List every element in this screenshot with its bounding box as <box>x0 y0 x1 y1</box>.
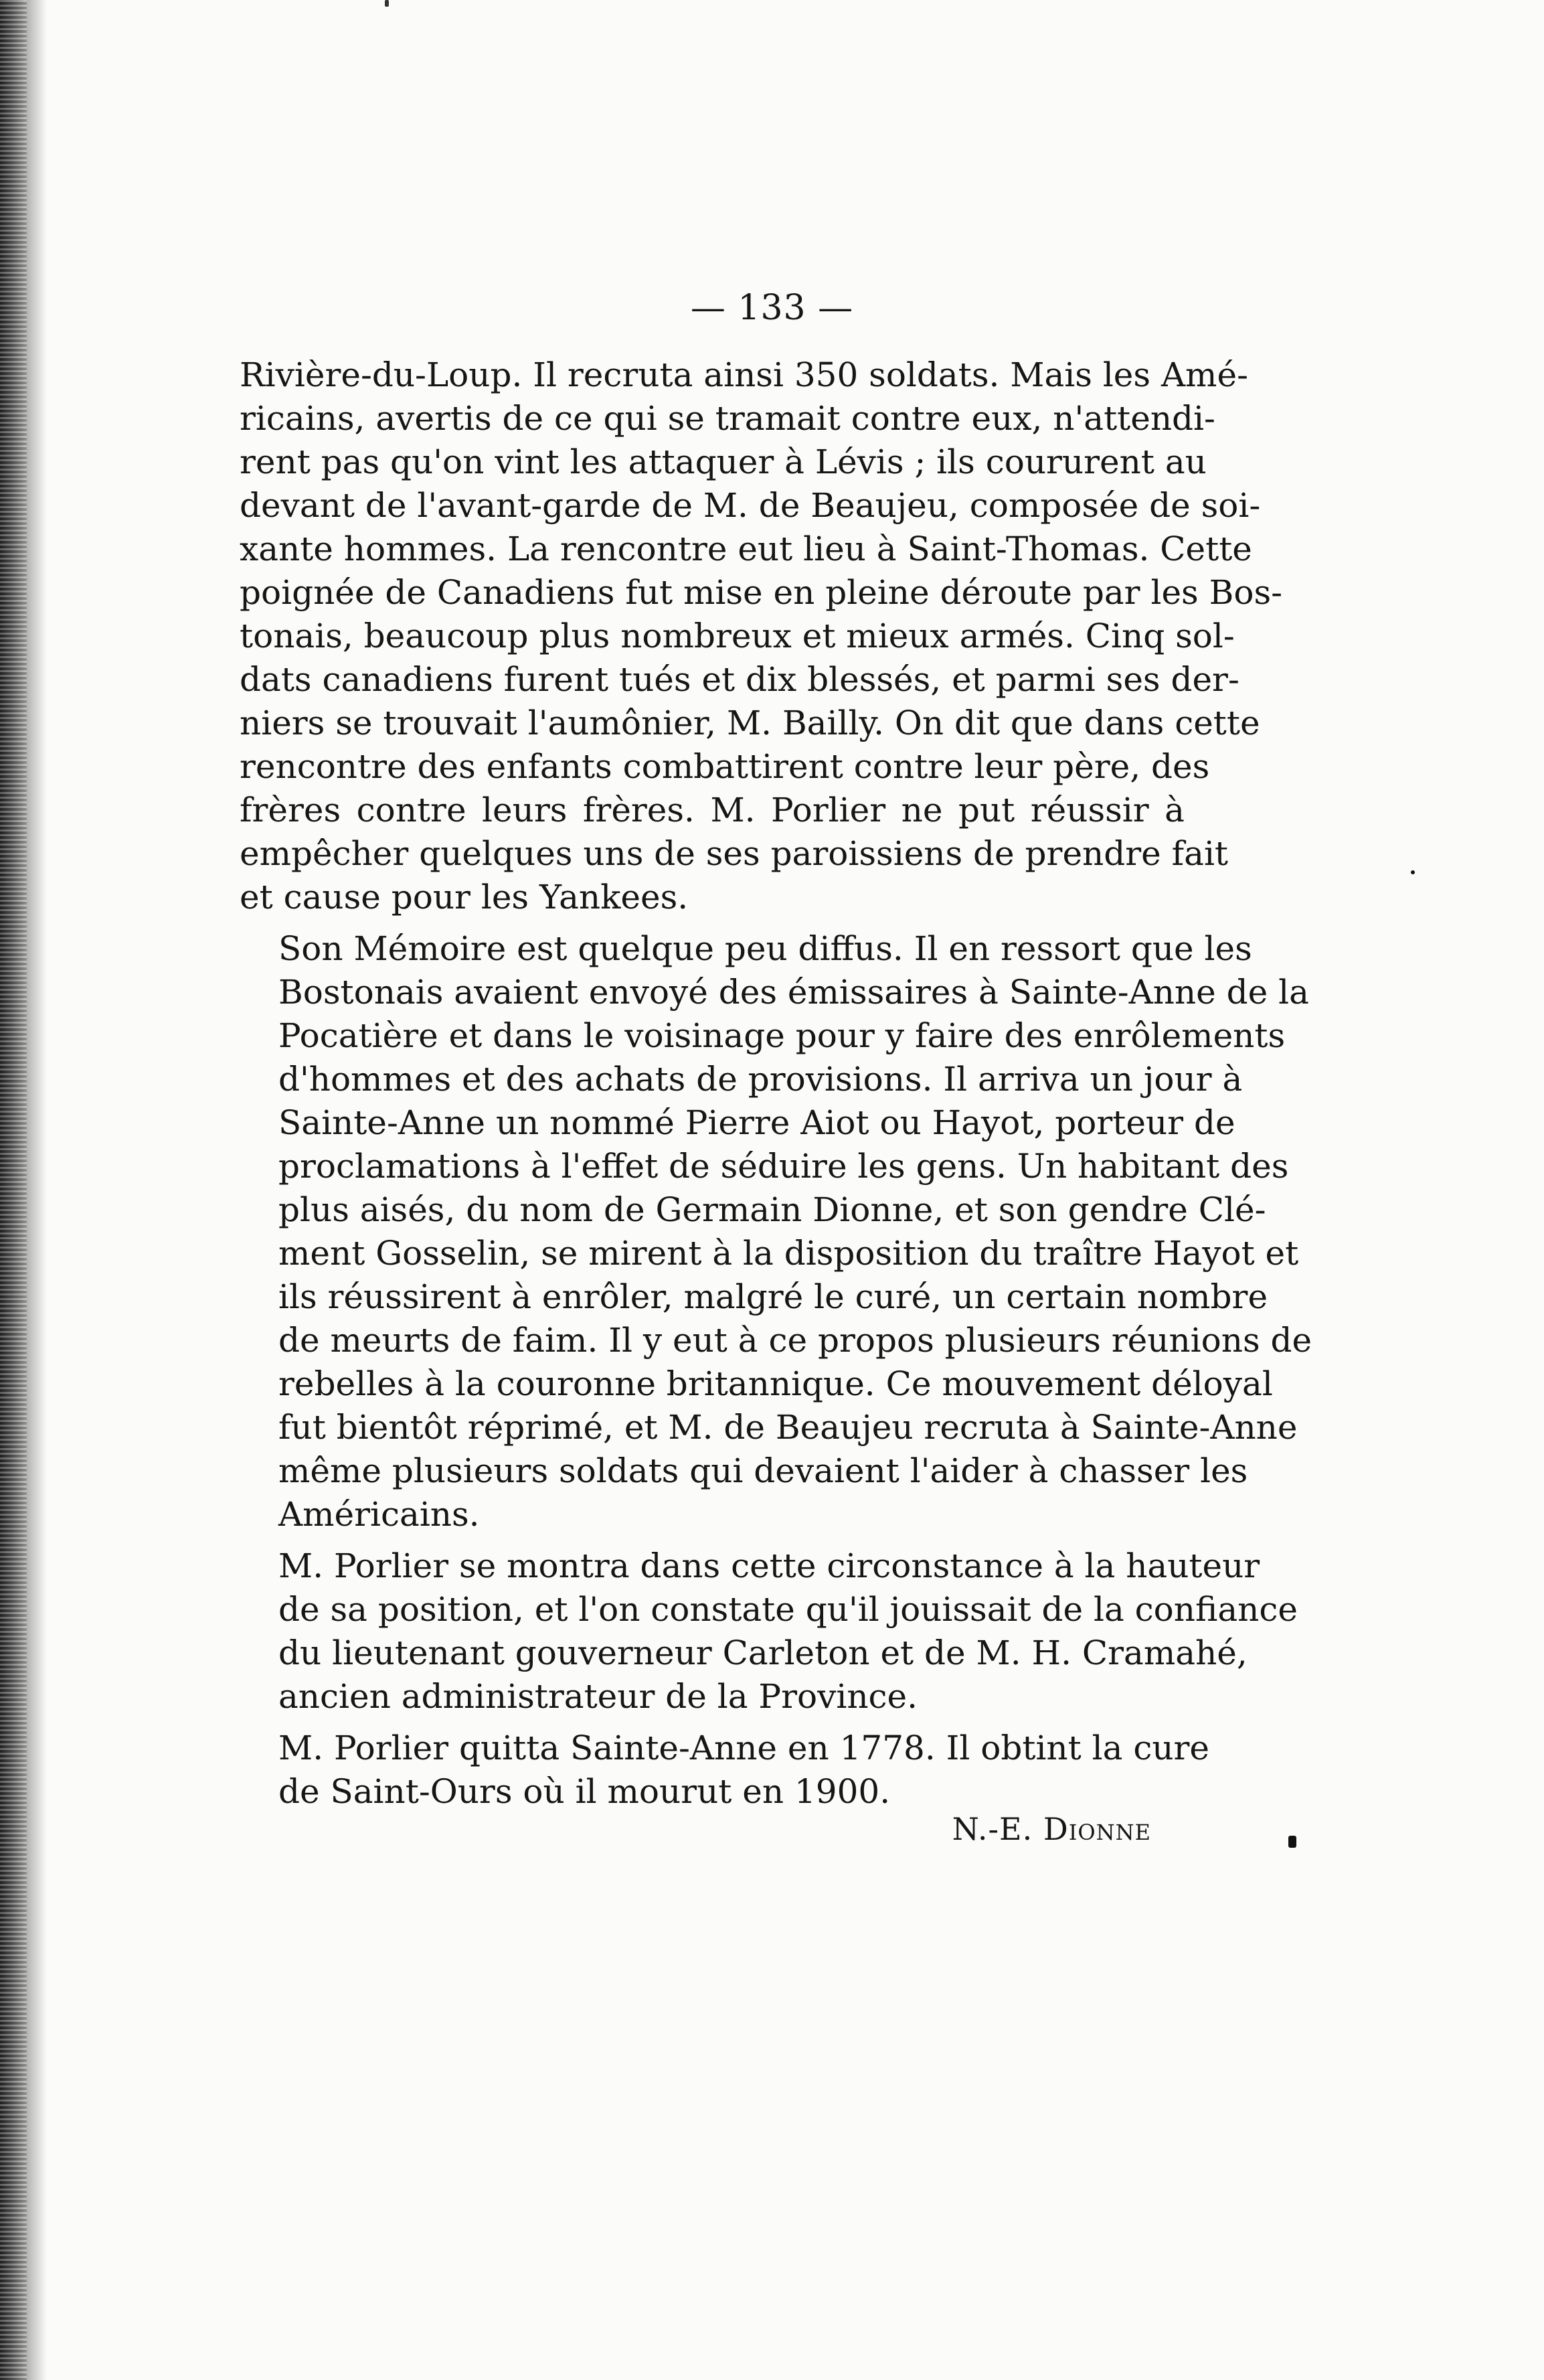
text-line: et cause pour les Yankees. <box>240 878 689 917</box>
text-line: Bostonais avaient envoyé des émissaires à Sainte-Anne de la <box>278 973 1309 1012</box>
text-line: fut bientôt réprimé, et M. de Beaujeu recruta à Sainte-Anne <box>278 1408 1298 1447</box>
text-line: proclamations à l'effet de séduire les gens. Un habitant des <box>278 1147 1289 1186</box>
body-text <box>240 353 1312 1822</box>
author-initials: N.-E. <box>952 1811 1043 1847</box>
text-line: frères contre leurs frères. M. Porlier ne put réussir à <box>240 791 1185 829</box>
text-line: dats canadiens furent tués et dix blessés, et parmi ses der- <box>240 660 1239 699</box>
paragraph-1 <box>240 353 1283 919</box>
text-line: poignée de Canadiens fut mise en pleine déroute par les Bos- <box>240 573 1283 612</box>
text-line: ment Gosselin, se mirent à la disposition du traître Hayot et <box>278 1234 1299 1273</box>
text-line: d'hommes et des achats de provisions. Il arriva un jour à <box>278 1060 1243 1099</box>
text-line: rent pas qu'on vint les attaquer à Lévis ; ils coururent au <box>240 443 1207 481</box>
text-line: Son Mémoire est quelque peu diffus. Il en ressort que les <box>278 929 1252 968</box>
scan-mark <box>385 0 389 7</box>
text-line: du lieutenant gouverneur Carleton et de M. H. Cramahé, <box>278 1634 1248 1672</box>
paragraph-2 <box>240 927 1312 1536</box>
text-line: devant de l'avant-garde de M. de Beaujeu, composée de soi- <box>240 486 1261 525</box>
text-line: M. Porlier se montra dans cette circonstance à la hauteur <box>278 1546 1260 1585</box>
text-line: xante hommes. La rencontre eut lieu à Saint-Thomas. Cette <box>240 530 1252 568</box>
text-line: Rivière-du-Loup. Il recruta ainsi 350 soldats. Mais les Amé- <box>240 355 1248 394</box>
text-line: de meurts de faim. Il y eut à ce propos plusieurs réunions de <box>278 1321 1312 1360</box>
text-line: rencontre des enfants combattirent contre leur père, des <box>240 747 1210 786</box>
text-line: Américains. <box>278 1495 480 1534</box>
text-line: niers se trouvait l'aumônier, M. Bailly. On dit que dans cette <box>240 704 1260 742</box>
text-line: de Saint-Ours où il mourut en 1900. <box>278 1772 891 1811</box>
text-line: plus aisés, du nom de Germain Dionne, et son gendre Clé- <box>278 1190 1266 1229</box>
ink-blot <box>1288 1836 1296 1848</box>
text-line: rebelles à la couronne britannique. Ce mouvement déloyal <box>278 1364 1273 1403</box>
ink-speck <box>1411 870 1415 874</box>
text-line: même plusieurs soldats qui devaient l'aider à chasser les <box>278 1451 1248 1490</box>
text-line: ils réussirent à enrôler, malgré le curé, un certain nombre <box>278 1277 1268 1316</box>
page-number: — 133 — <box>690 288 854 328</box>
text-line: Sainte-Anne un nommé Pierre Aiot ou Hayot, porteur de <box>278 1103 1235 1142</box>
paragraph-3 <box>240 1544 1298 1719</box>
author-signature <box>669 1809 1151 1849</box>
text-line: M. Porlier quitta Sainte-Anne en 1778. Il obtint la cure <box>278 1729 1210 1767</box>
paragraph-4 <box>240 1727 1210 1814</box>
text-line: ancien administrateur de la Province. <box>278 1677 918 1716</box>
text-line: ricains, avertis de ce qui se tramait contre eux, n'attendi- <box>240 399 1215 438</box>
text-line: Pocatière et dans le voisinage pour y faire des enrôlements <box>278 1016 1286 1055</box>
scanned-page-edge-texture <box>0 0 27 2380</box>
author-surname: Dionne <box>1043 1811 1151 1847</box>
text-line: tonais, beaucoup plus nombreux et mieux armés. Cinq sol- <box>240 617 1235 655</box>
text-line: empêcher quelques uns de ses paroissiens de prendre fait <box>240 834 1229 873</box>
text-line: de sa position, et l'on constate qu'il jouissait de la confiance <box>278 1590 1298 1629</box>
